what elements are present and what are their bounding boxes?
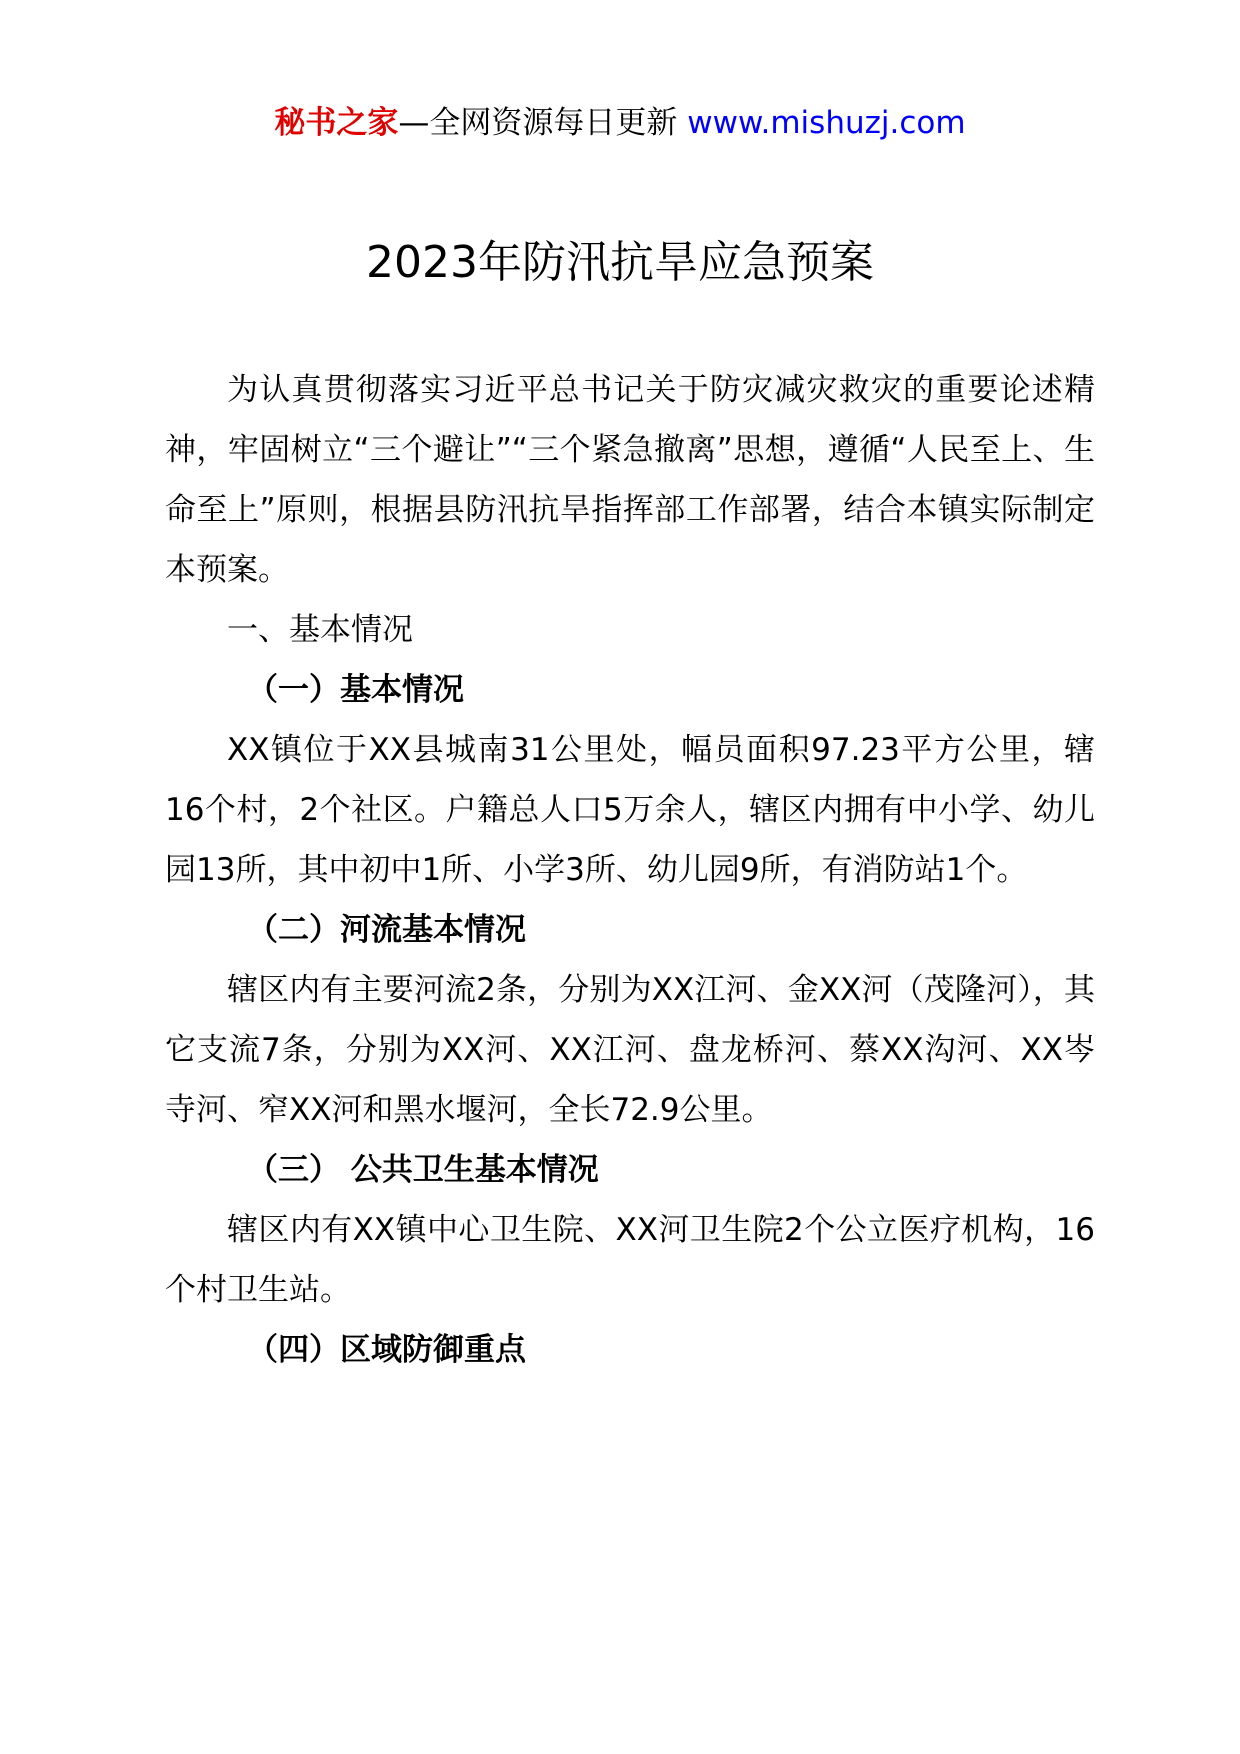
banner-slogan: —全网资源每日更新: [398, 105, 688, 141]
document-body: [165, 360, 1095, 1380]
intro-paragraph: 为认真贯彻落实习近平总书记关于防灾减灾救灾的重要论述精神，牢固树立“三个避让”“三个紧急撤离”思想，遵循“人民至上、生命至上”原则，根据县防汛抗旱指挥部工作部署，结合本镇实际制定本预案。: [165, 372, 1095, 588]
subsection-heading-overview: （一）基本情况: [247, 672, 464, 708]
subsection-heading-rivers: （二）河流基本情况: [247, 912, 526, 948]
subsection-heading-public-health: （三） 公共卫生基本情况: [247, 1152, 599, 1188]
banner-brand: 秘书之家: [274, 105, 399, 141]
document-title: 2023年防汛抗旱应急预案: [366, 237, 874, 288]
site-banner: [0, 100, 1240, 146]
banner-url-link[interactable]: www.mishuzj.com: [687, 105, 966, 141]
overview-paragraph: XX镇位于XX县城南31公里处，幅员面积97.23平方公里，辖16个村，2个社区。户籍总人口5万余人，辖区内拥有中小学、幼儿园13所，其中初中1所、小学3所、幼儿园9所，有消防站1个。: [165, 732, 1095, 888]
public-health-paragraph: 辖区内有XX镇中心卫生院、XX河卫生院2个公立医疗机构，16个村卫生站。: [165, 1212, 1095, 1308]
subsection-heading-defense-focus: （四）区域防御重点: [247, 1332, 526, 1368]
section-heading-basic-info: 一、基本情况: [227, 612, 413, 648]
rivers-paragraph: 辖区内有主要河流2条，分别为XX江河、金XX河（茂隆河），其它支流7条，分别为XX河、XX江河、盘龙桥河、蔡XX沟河、XX岑寺河、窄XX河和黑水堰河，全长72.9公里。: [165, 972, 1095, 1128]
